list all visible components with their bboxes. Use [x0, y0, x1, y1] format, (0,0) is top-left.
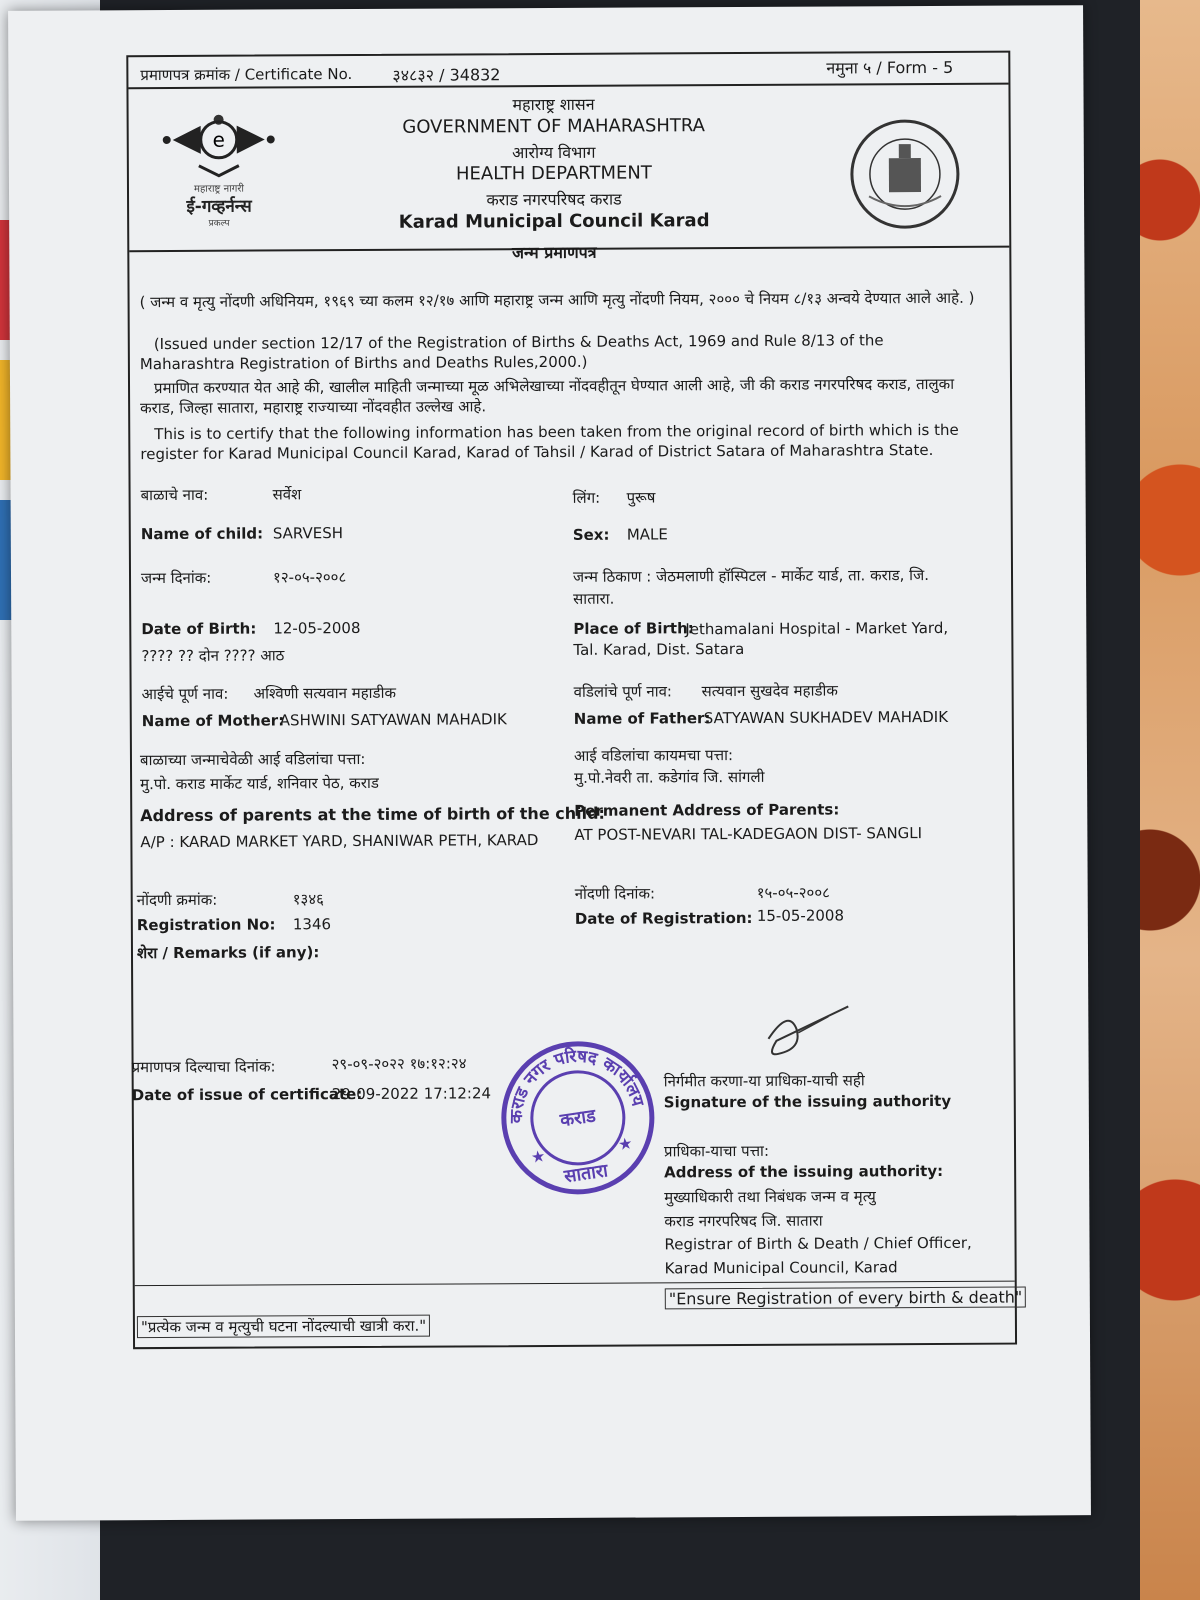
child-name-mr-label: बाळाचे नाव: — [140, 485, 209, 505]
addr-birth-en: A/P : KARAD MARKET YARD, SHANIWAR PETH, KARAD — [140, 831, 539, 852]
reg-date-mr: १५-०५-२००८ — [756, 883, 830, 902]
reg-date-mr-label: नोंदणी दिनांक: — [574, 884, 656, 903]
reg-no-en: 1346 — [292, 915, 332, 934]
svg-text:★: ★ — [616, 1133, 634, 1155]
intro-en: (Issued under section 12/17 of the Registration of Births & Deaths Act, 1969 and Rule 8/13 of the Maharashtra Registration of Births and Deaths Rules,2000.) — [139, 331, 884, 374]
reg-no-mr-label: नोंदणी क्रमांक: — [136, 890, 218, 910]
issue-date-en-label: Date of issue of certificate: — [131, 1084, 363, 1105]
mother-mr: अश्विणी सत्यवान महाडीक — [253, 683, 397, 703]
dob-en-label: Date of Birth: — [141, 619, 257, 639]
document-title: जन्म प्रमाणपत्र — [512, 242, 597, 263]
e-governance-logo — [159, 107, 280, 238]
slogan-mr: "प्रत्येक जन्म व मृत्युची घटना नोंदल्याची खात्री करा." — [137, 1315, 430, 1339]
sex-en-label: Sex: — [572, 525, 610, 544]
dob-mr-label: जन्म दिनांक: — [140, 568, 212, 588]
child-name-en: SARVESH — [272, 524, 344, 543]
addr-perm-en-label: Permanent Address of Parents: — [574, 800, 840, 820]
child-name-en-label: Name of child: — [140, 524, 264, 544]
stamp-bottom-text: सातारा — [562, 1160, 610, 1188]
auth-addr-en1: Registrar of Birth & Death / Chief Officer, — [664, 1233, 972, 1254]
logo-line1: महाराष्ट्र नागरी — [193, 183, 245, 195]
council-stamp — [489, 1029, 666, 1206]
logo-letter: e — [212, 127, 225, 152]
dob-words: ???? ?? दोन ???? आठ — [141, 646, 285, 666]
mother-en-label: Name of Mother: — [141, 711, 285, 731]
issue-date-mr-label: प्रमाणपत्र दिल्याचा दिनांक: — [131, 1057, 276, 1077]
addr-birth-mr: मु.पो. कराड मार्केट यार्ड, शनिवार पेठ, कराड — [140, 773, 379, 794]
sign-mr: निर्गमीत करणा-या प्राधिका-याची सही — [663, 1071, 865, 1091]
reg-no-mr: १३४६ — [292, 890, 324, 909]
council-title-en: Karad Municipal Council Karad — [398, 210, 710, 233]
sex-en: MALE — [626, 525, 668, 544]
father-mr-label: वडिलांचे पूर्ण नाव: — [573, 682, 673, 701]
auth-addr-mr2: कराड नगरपरिषद जि. सातारा — [664, 1211, 823, 1231]
addr-birth-mr-label: बाळाच्या जन्माचेवेळी आई वडिलांचा पत्ता: — [139, 749, 366, 770]
certificate-paper — [8, 5, 1091, 1521]
divider — [135, 1281, 1015, 1287]
reg-date-en: 15-05-2008 — [756, 906, 845, 925]
sign-en: Signature of the issuing authority — [663, 1091, 952, 1112]
dob-en: 12-05-2008 — [273, 618, 361, 638]
intro-mr: ( जन्म व मृत्यु नोंदणी अधिनियम, १९६९ च्या कलम १२/१७ आणि महाराष्ट्र जन्म आणि मृत्यु नोंदणी नियम, २००० चे नियम ८/१३ अन्वये देण्यात आले आहे. ) — [139, 288, 975, 312]
sex-mr-label: लिंग: — [572, 488, 601, 507]
gov-title-en: GOVERNMENT OF MAHARASHTRA — [402, 115, 706, 138]
dept-title-mr: आरोग्य विभाग — [512, 142, 596, 163]
certify-mr: प्रमाणित करण्यात येत आहे की, खालील माहिती जन्माच्या मूळ अभिलेखाच्या नोंदवहीतून घेण्यात आली आहे, जी की कराड नगरपरिषद कराड, तालुका कराड, जिल्हा सातारा, महाराष्ट्र राज्याच्या नोंदवहीत उल्लेख आहे. — [140, 374, 955, 418]
issue-date-en: 29-09-2022 17:12:24 — [331, 1084, 492, 1104]
stamp-center-text: कराड — [558, 1105, 598, 1132]
pob-mr: जन्म ठिकाण : जेठमलाणी हॉस्पिटल - मार्केट यार्ड, ता. कराड, जि. सातारा. — [572, 566, 929, 608]
child-name-mr: सर्वेश — [272, 485, 302, 504]
council-seal-icon — [849, 118, 962, 231]
stamp-top-text: कराड नगर परिषद कार्यालय — [506, 1046, 648, 1124]
addr-perm-en: AT POST-NEVARI TAL-KADEGAON DIST- SANGLI — [574, 824, 923, 844]
dob-mr: १२-०५-२००८ — [272, 568, 347, 587]
pob-en-label: Place of Birth: — [573, 619, 694, 638]
certificate-no-value: ३४८३२ / 34832 — [392, 65, 501, 85]
dept-title-en: HEALTH DEPARTMENT — [455, 162, 652, 185]
reg-date-en-label: Date of Registration: — [574, 908, 753, 928]
auth-addr-mr-label: प्राधिका-याचा पत्ता: — [663, 1141, 770, 1161]
gov-title-mr: महाराष्ट्र शासन — [512, 94, 595, 115]
remarks-label: शेरा / Remarks (if any): — [136, 943, 320, 963]
father-en-label: Name of Father: — [573, 709, 711, 728]
mother-mr-label: आईचे पूर्ण नाव: — [141, 684, 229, 704]
logo-line3: प्रकल्प — [208, 218, 230, 229]
sex-mr: पुरूष — [626, 488, 656, 507]
auth-addr-en2: Karad Municipal Council, Karad — [664, 1258, 898, 1278]
auth-addr-en-label: Address of the issuing authority: — [664, 1161, 944, 1182]
mother-en: ASHWINI SATYAWAN MAHADIK — [279, 710, 507, 730]
reg-no-en-label: Registration No: — [136, 915, 276, 935]
form-number: नमुना ५ / Form - 5 — [826, 57, 954, 78]
addr-perm-mr-label: आई वडिलांचा कायमचा पत्ता: — [573, 746, 734, 765]
father-mr: सत्यवान सुखदेव महाडीक — [701, 681, 838, 701]
addr-birth-en-label: Address of parents at the time of birth of the child: — [140, 803, 605, 826]
svg-text:★: ★ — [529, 1146, 547, 1167]
logo-line2: ई-गव्हर्नन्स — [186, 196, 252, 217]
auth-addr-mr1: मुख्याधिकारी तथा निबंधक जन्म व मृत्यु — [664, 1187, 876, 1207]
addr-perm-mr: मु.पो.नेवरी ता. कडेगांव जि. सांगली — [574, 767, 765, 787]
pob-en: Jethamalani Hospital - Market Yard, Tal. Karad, Dist. Satara — [573, 618, 949, 659]
issue-date-mr: २९-०९-२०२२ १७:१२:२४ — [331, 1054, 467, 1074]
father-en: SATYAWAN SUKHADEV MAHADIK — [703, 707, 949, 728]
certificate-no-label: प्रमाणपत्र क्रमांक / Certificate No. — [140, 65, 353, 85]
slogan-en: "Ensure Registration of every birth & death" — [665, 1287, 1027, 1310]
certify-en: This is to certify that the following information has been taken from the original record of birth which is the register for Karad Municipal Council Karad, Karad of Tahsil / Karad of District Satara of Maharashtra State. — [140, 420, 959, 464]
council-title-mr: कराड नगरपरिषद कराड — [486, 189, 622, 210]
signature — [758, 998, 868, 1069]
